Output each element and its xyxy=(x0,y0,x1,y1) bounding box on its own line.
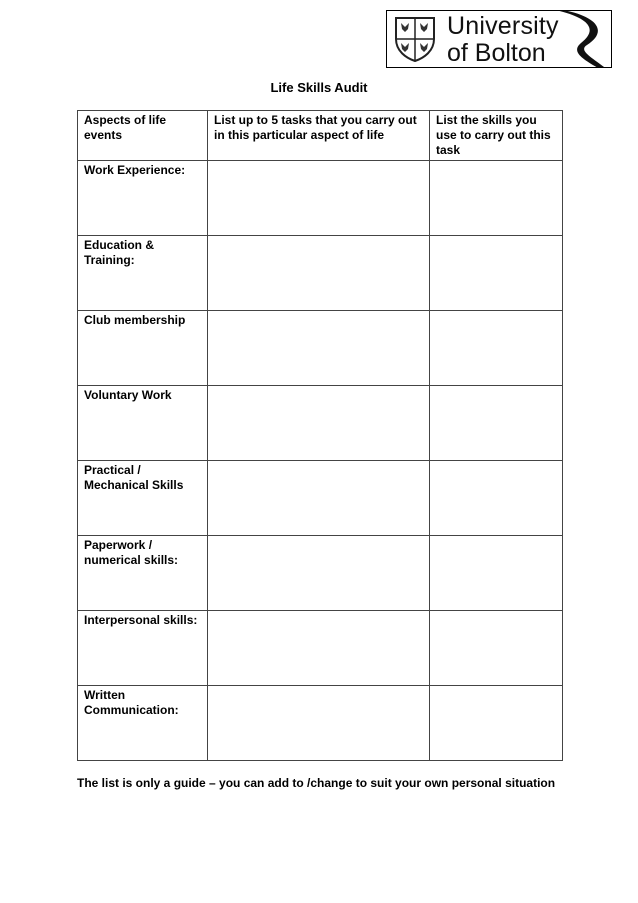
table-row xyxy=(78,161,563,236)
crest-icon xyxy=(393,15,437,63)
life-skills-table xyxy=(77,110,563,761)
tasks-cell[interactable] xyxy=(208,461,430,536)
tasks-cell[interactable] xyxy=(208,686,430,761)
table-row xyxy=(78,686,563,761)
skills-cell[interactable] xyxy=(430,536,563,611)
skills-cell[interactable] xyxy=(430,161,563,236)
tasks-cell[interactable] xyxy=(208,386,430,461)
row-aspect-label: Education & Training: xyxy=(78,236,208,311)
column-header-skills: List the skills you use to carry out this task xyxy=(430,111,563,161)
tasks-cell[interactable] xyxy=(208,161,430,236)
table-row xyxy=(78,611,563,686)
table-row xyxy=(78,311,563,386)
logo-text-university: University xyxy=(447,12,559,40)
tasks-cell[interactable] xyxy=(208,236,430,311)
tasks-cell[interactable] xyxy=(208,311,430,386)
row-aspect-label: Work Experience: xyxy=(78,161,208,236)
table-row xyxy=(78,236,563,311)
tasks-cell[interactable] xyxy=(208,536,430,611)
column-header-aspects: Aspects of life events xyxy=(78,111,208,161)
row-aspect-label: Paperwork / numerical skills: xyxy=(78,536,208,611)
column-header-tasks: List up to 5 tasks that you carry out in this particular aspect of life xyxy=(208,111,430,161)
logo-text-bolton: of Bolton xyxy=(447,39,546,67)
skills-cell[interactable] xyxy=(430,461,563,536)
row-aspect-label: Written Communication: xyxy=(78,686,208,761)
skills-cell[interactable] xyxy=(430,311,563,386)
skills-cell[interactable] xyxy=(430,386,563,461)
tasks-cell[interactable] xyxy=(208,611,430,686)
table-row xyxy=(78,461,563,536)
row-aspect-label: Club membership xyxy=(78,311,208,386)
row-aspect-label: Practical / Mechanical Skills xyxy=(78,461,208,536)
skills-cell[interactable] xyxy=(430,236,563,311)
table-header-row xyxy=(78,111,563,161)
skills-cell[interactable] xyxy=(430,611,563,686)
swoosh-icon xyxy=(537,11,612,68)
row-aspect-label: Interpersonal skills: xyxy=(78,611,208,686)
table-row xyxy=(78,386,563,461)
university-logo xyxy=(386,10,612,68)
skills-cell[interactable] xyxy=(430,686,563,761)
page-title: Life Skills Audit xyxy=(270,80,368,95)
guide-note: The list is only a guide – you can add to /change to suit your own personal situation xyxy=(77,776,556,790)
table-row xyxy=(78,536,563,611)
row-aspect-label: Voluntary Work xyxy=(78,386,208,461)
